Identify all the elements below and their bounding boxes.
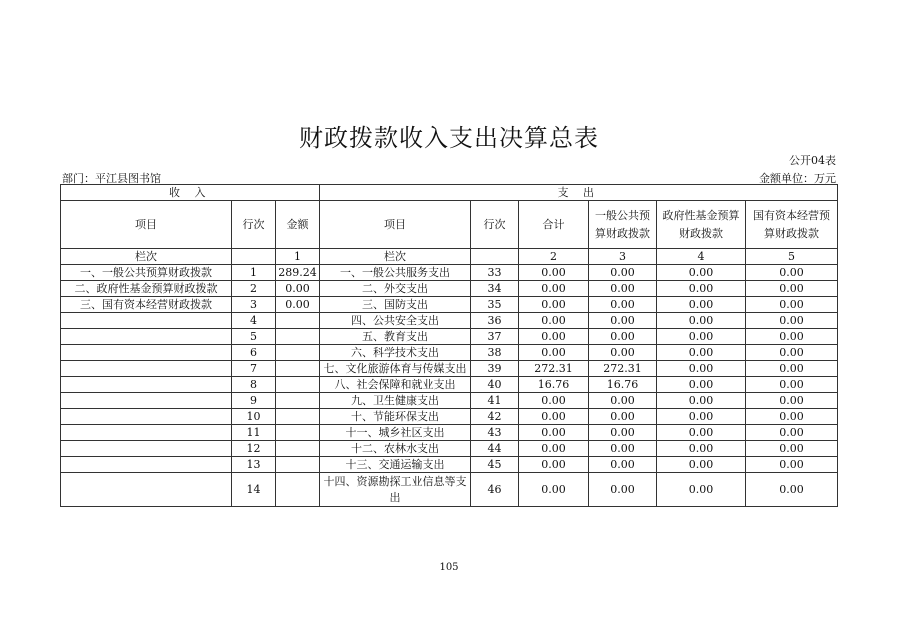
state-capital-cell: 0.00	[746, 281, 838, 297]
income-item-cell	[61, 473, 232, 507]
lanci-5: 5	[746, 249, 838, 265]
general-budget-cell: 0.00	[589, 313, 657, 329]
gov-fund-cell: 0.00	[657, 361, 746, 377]
total-cell: 16.76	[519, 377, 589, 393]
expense-item-cell: 六、科学技术支出	[320, 345, 471, 361]
income-item-cell: 一、一般公共预算财政拨款	[61, 265, 232, 281]
amount-unit-label: 金额单位：万元	[759, 172, 836, 185]
gov-fund-cell: 0.00	[657, 457, 746, 473]
income-rowno-cell: 3	[232, 297, 276, 313]
total-cell: 0.00	[519, 313, 589, 329]
total-cell: 0.00	[519, 441, 589, 457]
col-header-gov-fund: 政府性基金预算财政拨款	[657, 201, 746, 249]
total-cell: 0.00	[519, 409, 589, 425]
income-amount-cell	[276, 313, 320, 329]
state-capital-cell: 0.00	[746, 329, 838, 345]
table-row	[61, 361, 838, 377]
expense-rowno-cell: 33	[471, 265, 519, 281]
table-row	[61, 313, 838, 329]
income-rowno-cell: 14	[232, 473, 276, 507]
expense-rowno-cell: 36	[471, 313, 519, 329]
state-capital-cell: 0.00	[746, 313, 838, 329]
income-item-cell	[61, 361, 232, 377]
income-item-cell	[61, 425, 232, 441]
total-cell: 0.00	[519, 425, 589, 441]
expense-rowno-cell: 38	[471, 345, 519, 361]
total-cell: 0.00	[519, 297, 589, 313]
total-cell: 0.00	[519, 345, 589, 361]
state-capital-cell: 0.00	[746, 377, 838, 393]
expense-rowno-cell: 39	[471, 361, 519, 377]
state-capital-cell: 0.00	[746, 297, 838, 313]
col-header-rowno: 行次	[232, 201, 276, 249]
income-amount-cell	[276, 441, 320, 457]
expense-item-cell: 十三、交通运输支出	[320, 457, 471, 473]
income-amount-cell	[276, 361, 320, 377]
expense-item-cell: 十一、城乡社区支出	[320, 425, 471, 441]
state-capital-cell: 0.00	[746, 265, 838, 281]
state-capital-cell: 0.00	[746, 393, 838, 409]
table-row	[61, 457, 838, 473]
expense-rowno-cell: 45	[471, 457, 519, 473]
expense-item-cell: 七、文化旅游体育与传媒支出	[320, 361, 471, 377]
expense-rowno-cell: 44	[471, 441, 519, 457]
total-cell: 0.00	[519, 265, 589, 281]
expense-item-cell: 十二、农林水支出	[320, 441, 471, 457]
income-item-cell: 三、国有资本经营财政拨款	[61, 297, 232, 313]
income-item-cell	[61, 377, 232, 393]
total-cell: 0.00	[519, 457, 589, 473]
col-header-amount: 金额	[276, 201, 320, 249]
state-capital-cell: 0.00	[746, 409, 838, 425]
income-item-cell	[61, 345, 232, 361]
lanci-label: 栏次	[61, 249, 232, 265]
income-item-cell	[61, 409, 232, 425]
income-rowno-cell: 7	[232, 361, 276, 377]
form-code: 公开04表	[789, 154, 836, 167]
total-cell: 0.00	[519, 281, 589, 297]
page-title: 财政拨款收入支出决算总表	[299, 124, 599, 152]
income-amount-cell	[276, 377, 320, 393]
general-budget-cell: 0.00	[589, 473, 657, 507]
table-row	[61, 425, 838, 441]
gov-fund-cell: 0.00	[657, 393, 746, 409]
col-header-rowno2: 行次	[471, 201, 519, 249]
income-item-cell: 二、政府性基金预算财政拨款	[61, 281, 232, 297]
income-item-cell	[61, 457, 232, 473]
general-budget-cell: 0.00	[589, 329, 657, 345]
general-budget-cell: 0.00	[589, 265, 657, 281]
income-amount-cell	[276, 425, 320, 441]
income-amount-cell	[276, 409, 320, 425]
expense-item-cell: 九、卫生健康支出	[320, 393, 471, 409]
state-capital-cell: 0.00	[746, 361, 838, 377]
income-amount-cell: 289.24	[276, 265, 320, 281]
gov-fund-cell: 0.00	[657, 313, 746, 329]
expense-rowno-cell: 40	[471, 377, 519, 393]
expense-item-cell: 十、节能环保支出	[320, 409, 471, 425]
income-rowno-cell: 11	[232, 425, 276, 441]
income-amount-cell	[276, 345, 320, 361]
fiscal-summary-table	[60, 184, 838, 507]
income-item-cell	[61, 313, 232, 329]
general-budget-cell: 0.00	[589, 441, 657, 457]
expense-rowno-cell: 34	[471, 281, 519, 297]
lanci-3: 3	[589, 249, 657, 265]
lanci-empty-2	[471, 249, 519, 265]
state-capital-cell: 0.00	[746, 473, 838, 507]
general-budget-cell: 0.00	[589, 281, 657, 297]
gov-fund-cell: 0.00	[657, 281, 746, 297]
state-capital-cell: 0.00	[746, 441, 838, 457]
expense-item-cell: 三、国防支出	[320, 297, 471, 313]
general-budget-cell: 272.31	[589, 361, 657, 377]
expense-rowno-cell: 41	[471, 393, 519, 409]
income-rowno-cell: 6	[232, 345, 276, 361]
table-row	[61, 377, 838, 393]
income-amount-cell	[276, 473, 320, 507]
table-row	[61, 409, 838, 425]
income-rowno-cell: 8	[232, 377, 276, 393]
income-amount-cell	[276, 393, 320, 409]
income-item-cell	[61, 393, 232, 409]
gov-fund-cell: 0.00	[657, 425, 746, 441]
income-rowno-cell: 1	[232, 265, 276, 281]
expense-rowno-cell: 43	[471, 425, 519, 441]
total-cell: 0.00	[519, 473, 589, 507]
gov-fund-cell: 0.00	[657, 297, 746, 313]
col-header-general-budget: 一般公共预算财政拨款	[589, 201, 657, 249]
lanci-empty	[232, 249, 276, 265]
col-header-total: 合计	[519, 201, 589, 249]
lanci-4: 4	[657, 249, 746, 265]
income-rowno-cell: 5	[232, 329, 276, 345]
income-rowno-cell: 2	[232, 281, 276, 297]
gov-fund-cell: 0.00	[657, 377, 746, 393]
general-budget-cell: 0.00	[589, 409, 657, 425]
table-row	[61, 441, 838, 457]
expense-item-cell: 四、公共安全支出	[320, 313, 471, 329]
income-rowno-cell: 10	[232, 409, 276, 425]
table-row	[61, 281, 838, 297]
general-budget-cell: 0.00	[589, 297, 657, 313]
col-header-state-capital: 国有资本经营预算财政拨款	[746, 201, 838, 249]
general-budget-cell: 0.00	[589, 393, 657, 409]
expense-rowno-cell: 37	[471, 329, 519, 345]
state-capital-cell: 0.00	[746, 457, 838, 473]
income-item-cell	[61, 329, 232, 345]
income-rowno-cell: 13	[232, 457, 276, 473]
income-section-header: 收 入	[61, 185, 320, 201]
state-capital-cell: 0.00	[746, 425, 838, 441]
department-label: 部门：平江县图书馆	[62, 172, 161, 185]
income-rowno-cell: 12	[232, 441, 276, 457]
income-rowno-cell: 4	[232, 313, 276, 329]
gov-fund-cell: 0.00	[657, 473, 746, 507]
expense-section-header: 支 出	[320, 185, 838, 201]
expense-rowno-cell: 46	[471, 473, 519, 507]
table-row	[61, 393, 838, 409]
table-body	[61, 265, 838, 507]
general-budget-cell: 16.76	[589, 377, 657, 393]
general-budget-cell: 0.00	[589, 345, 657, 361]
gov-fund-cell: 0.00	[657, 345, 746, 361]
expense-item-cell: 十四、资源勘探工业信息等支出	[320, 473, 471, 507]
lanci-label-2: 栏次	[320, 249, 471, 265]
expense-item-cell: 一、一般公共服务支出	[320, 265, 471, 281]
gov-fund-cell: 0.00	[657, 441, 746, 457]
total-cell: 0.00	[519, 329, 589, 345]
income-item-cell	[61, 441, 232, 457]
col-header-item2: 项目	[320, 201, 471, 249]
col-header-item: 项目	[61, 201, 232, 249]
income-rowno-cell: 9	[232, 393, 276, 409]
expense-item-cell: 五、教育支出	[320, 329, 471, 345]
gov-fund-cell: 0.00	[657, 409, 746, 425]
lanci-2: 2	[519, 249, 589, 265]
total-cell: 272.31	[519, 361, 589, 377]
total-cell: 0.00	[519, 393, 589, 409]
expense-item-cell: 二、外交支出	[320, 281, 471, 297]
income-amount-cell: 0.00	[276, 281, 320, 297]
gov-fund-cell: 0.00	[657, 265, 746, 281]
expense-rowno-cell: 42	[471, 409, 519, 425]
page-number: 105	[439, 562, 459, 573]
general-budget-cell: 0.00	[589, 425, 657, 441]
state-capital-cell: 0.00	[746, 345, 838, 361]
table-row	[61, 345, 838, 361]
table-row	[61, 265, 838, 281]
table-row	[61, 329, 838, 345]
income-amount-cell	[276, 457, 320, 473]
expense-rowno-cell: 35	[471, 297, 519, 313]
income-amount-cell	[276, 329, 320, 345]
lanci-1: 1	[276, 249, 320, 265]
general-budget-cell: 0.00	[589, 457, 657, 473]
table-row	[61, 473, 838, 507]
income-amount-cell: 0.00	[276, 297, 320, 313]
table-row	[61, 297, 838, 313]
expense-item-cell: 八、社会保障和就业支出	[320, 377, 471, 393]
gov-fund-cell: 0.00	[657, 329, 746, 345]
